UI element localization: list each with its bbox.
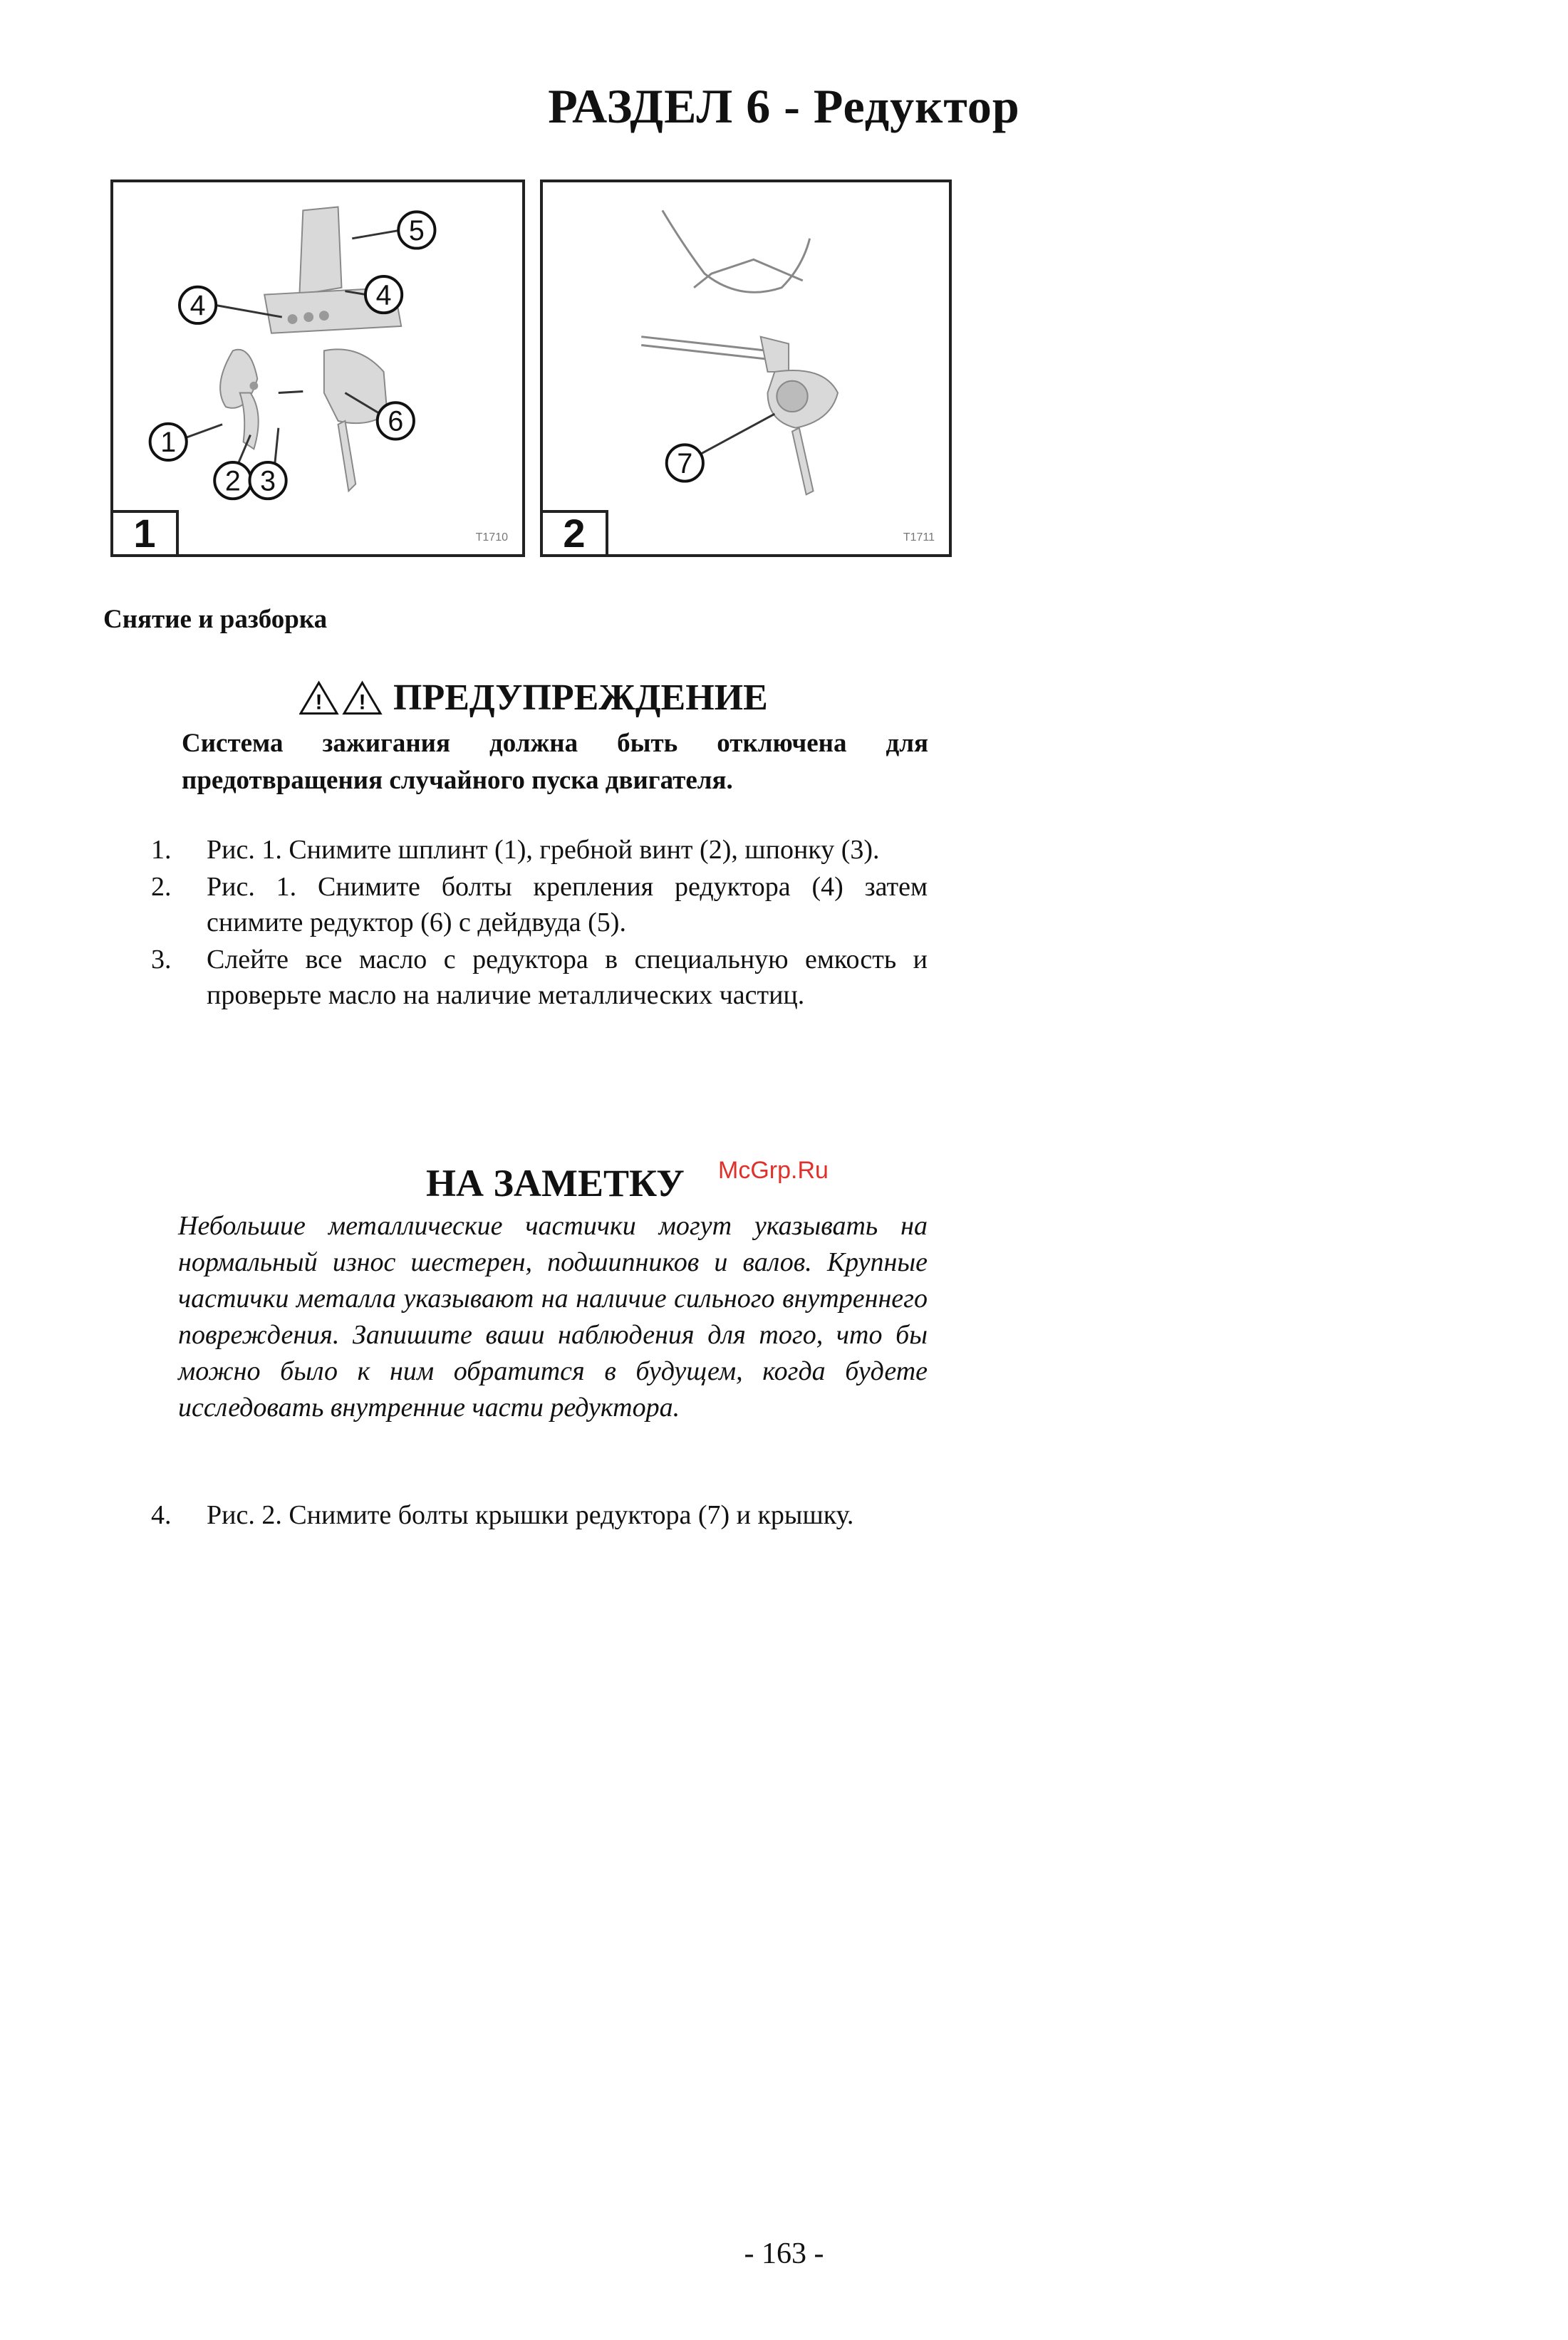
step-number: 1. <box>151 835 172 865</box>
steps-list <box>151 832 928 1014</box>
steps-list-continued <box>151 1497 928 1533</box>
page-number: - 163 - <box>744 2237 824 2270</box>
section-title: РАЗДЕЛ 6 - Редуктор <box>548 79 1020 133</box>
warning-text: Система зажигания должна быть отключена для предотвращения случайного пуска двигателя. <box>182 729 928 795</box>
list-item <box>151 869 928 940</box>
figure-1 <box>110 180 525 557</box>
warning-icon <box>299 680 383 717</box>
figure-number: 2 <box>540 510 608 557</box>
step-text: Рис. 1. Снимите шплинт (1), гребной винт (2), шпонку (3). <box>207 835 880 865</box>
svg-text:!: ! <box>315 690 323 714</box>
callout-7: 7 <box>677 447 693 479</box>
step-text: Рис. 2. Снимите болты крышки редуктора (7) и крышку. <box>207 1500 854 1530</box>
step-number: 2. <box>151 872 172 902</box>
list-item <box>151 832 928 868</box>
callout-4-right: 4 <box>375 279 392 311</box>
step-text: Рис. 1. Снимите болты крепления редуктора (4) затем снимите редуктор (6) с дейдвуда (5). <box>207 872 928 937</box>
list-item <box>151 1497 928 1533</box>
callout-3: 3 <box>260 465 276 497</box>
note-text: Небольшие металлические частички могут указывать на нормальный износ шестерен, подшипников и валов. Крупные частички металла указывают на наличие сильного внутреннего повреждения. Запишите ваши наблюдения для того, что бы можно было к ним обратится в будущем, когда будете исследовать внутренние части редуктора. <box>178 1211 928 1423</box>
callout-2: 2 <box>224 465 241 497</box>
figure-code: T1710 <box>475 531 508 544</box>
gearcase-exploded-illustration <box>113 182 522 554</box>
subheading: Снятие и разборка <box>103 605 328 634</box>
watermark: McGrp.Ru <box>718 1157 829 1184</box>
figure-code: T1711 <box>903 531 935 544</box>
callout-4-left: 4 <box>189 290 206 322</box>
step-text: Слейте все масло с редуктора в специальную емкость и проверьте масло на наличие металлических частиц. <box>207 945 928 1010</box>
gearcase-cover-illustration <box>543 182 949 554</box>
step-number: 3. <box>151 945 172 974</box>
figure-2 <box>540 180 952 557</box>
callout-1: 1 <box>160 427 177 459</box>
warning-title: ПРЕДУПРЕЖДЕНИЕ <box>393 677 768 718</box>
warning-heading <box>299 677 768 719</box>
figure-number: 1 <box>110 510 179 557</box>
callout-5: 5 <box>408 214 425 246</box>
list-item <box>151 942 928 1013</box>
svg-text:!: ! <box>358 690 366 714</box>
callout-6: 6 <box>388 405 404 437</box>
note-title: НА ЗАМЕТКУ <box>426 1162 685 1205</box>
step-number: 4. <box>151 1500 172 1530</box>
